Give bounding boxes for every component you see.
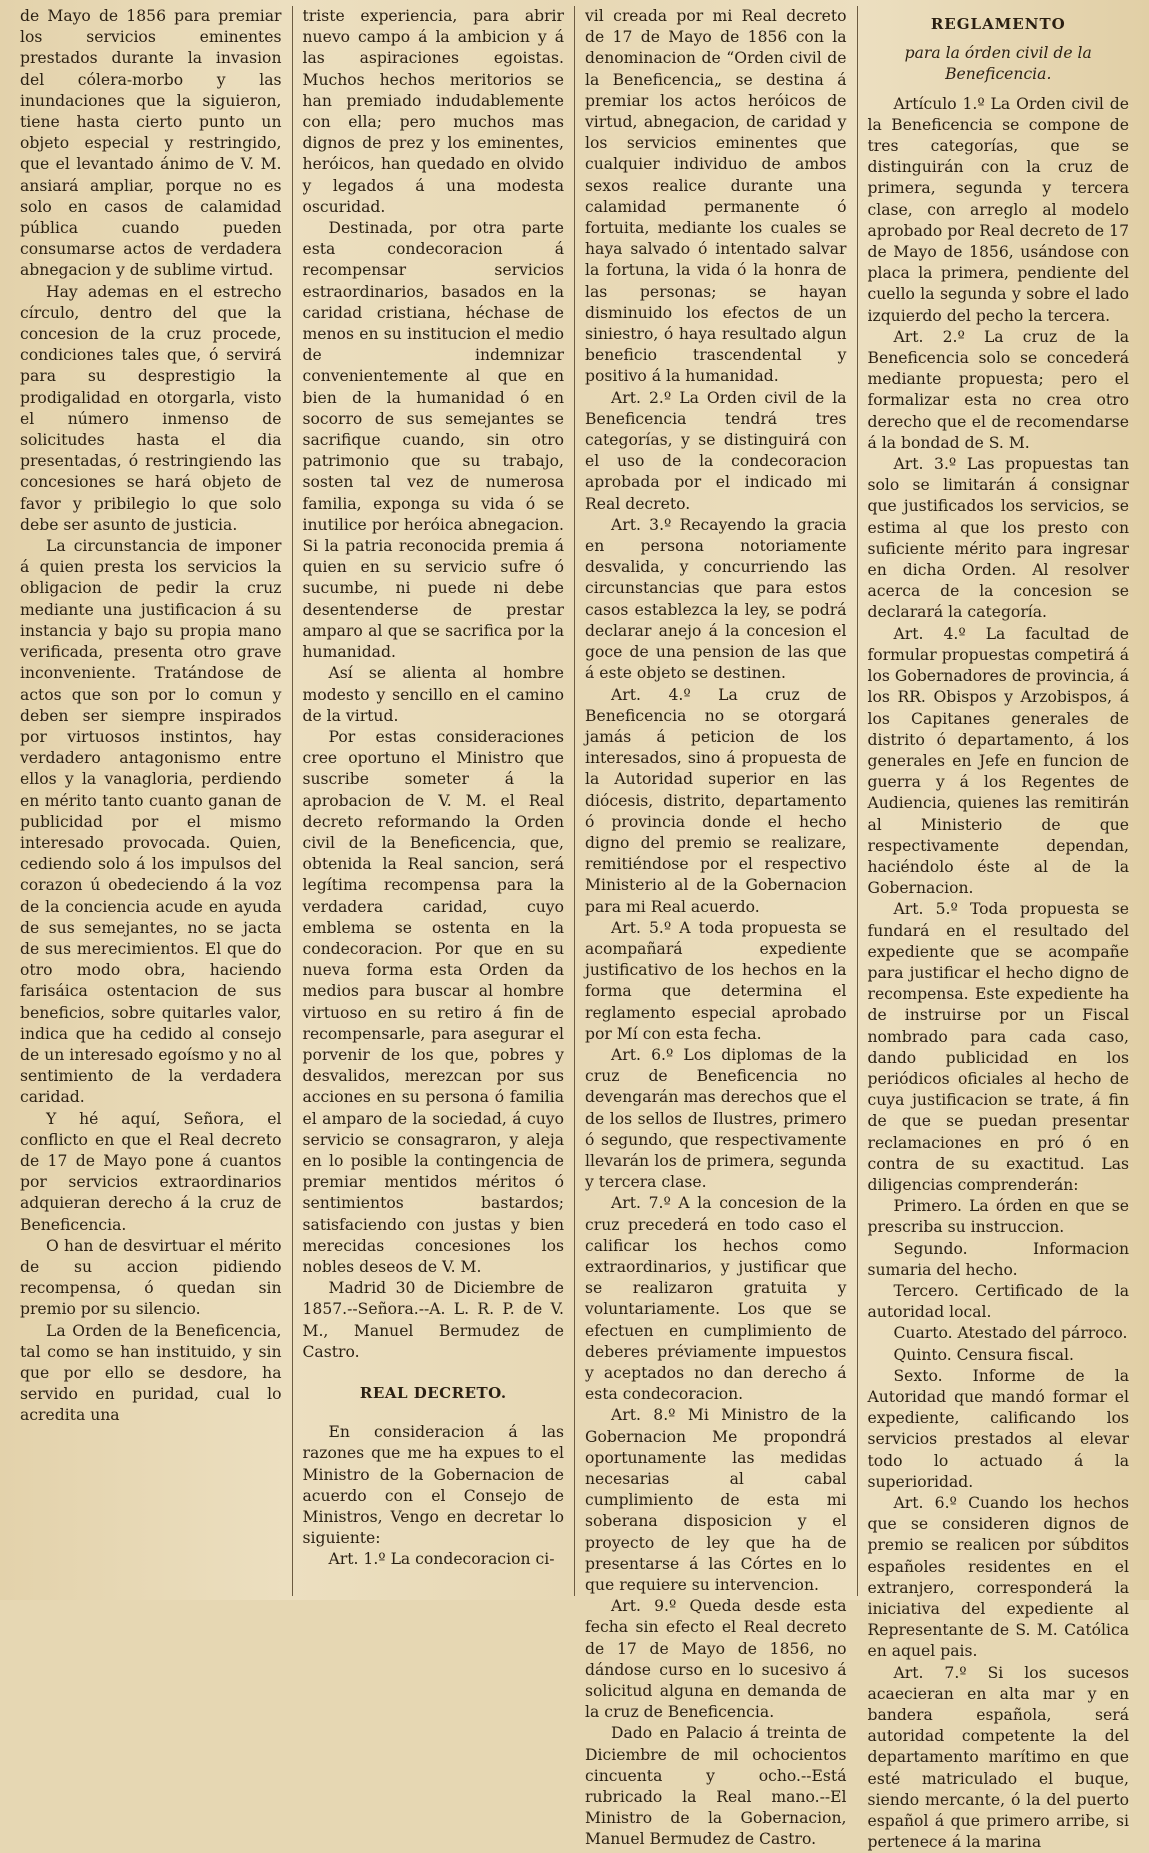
paragraph: Quinto. Censura fiscal.: [893, 1345, 1074, 1364]
paragraph: Art. 4.º La facultad de formular propuestas competirá á los Gobernadores de provincia, á los RR. Obispos y Arzobispos, á los Capitanes generales de distrito ó departamento, á los generales en Jefe en funcion de guerra y á los Regentes de Audiencia, quienes las remitirán al Ministerio de que respectivamente dependan, haciéndolo éste al de la Gobernacion.: [867, 624, 1129, 898]
paragraph: Artículo 1.º La Orden civil de la Beneficencia se compone de tres categorías, que se distinguirán con la cruz de primera, segunda y tercera clase, con arreglo al modelo aprobado por Real decreto de 17 de Mayo de 1856, usándose con placa la primera, pendiente del cuello la segunda y sobre el lado izquierdo del pecho la tercera.: [867, 94, 1129, 325]
paragraph: Art. 2.º La Orden civil de la Beneficencia tendrá tres categorías, y se distinguirá con el uso de la condecoracion aprobada por el indicado mi Real decreto.: [585, 388, 847, 513]
paragraph: de Mayo de 1856 para premiar los servicios eminentes prestados durante la invasion del cólera-morbo y las inundaciones que la siguieron, tiene hasta cierto punto un objeto especial y restringido, que el levantado ánimo de V. M. ansiará ampliar, porque no es solo en casos de calamidad pública cuando pueden consumarse actos de verdadera abnegacion y de sublime virtud.: [20, 7, 282, 280]
paragraph: Destinada, por otra parte esta condecoracion á recompensar servicios estraordinarios, basados en la caridad cristiana, héchase de menos en su institucion el medio de indemnizar convenientemente al que en bien de la humanidad ó en socorro de sus semejantes se sacrifique cuando, sin otro patrimonio que su trabajo, sosten tal vez de numerosa familia, exponga su vida ó se inutilice por heróica abnegacion. Si la patria reconocida premia á quien en su servicio sufre ó sucumbe, ni puede ni debe desentenderse de prestar amparo al que se sacrifica por la humanidad.: [302, 219, 564, 662]
real-decreto-heading: REAL DECRETO.: [359, 1384, 507, 1402]
paragraph: Art. 6.º Los diplomas de la cruz de Beneficencia no devengarán mas derechos que el de los sellos de Ilustres, primero ó segundo, que respectivamente llevarán los de primera, segunda y tercera clase.: [585, 1045, 847, 1192]
column-2-decree: [303, 1422, 565, 1570]
paragraph: Art. 1.º La condecoracion ci-: [328, 1550, 555, 1569]
column-3: [574, 6, 857, 1849]
paragraph: O han de desvirtuar el mérito de su accion pidiendo recompensa, ó quedan sin premio por su silencio.: [20, 1236, 282, 1319]
paragraph: Y hé aquí, Señora, el conflicto en que el Real decreto de 17 de Mayo pone á cuantos por servicios extraordinarios adquieran derecho á la cruz de Beneficencia.: [20, 1109, 282, 1234]
paragraph: Art. 9.º Queda desde esta fecha sin efecto el Real decreto de 17 de Mayo de 1856, no dándose curso en lo sucesivo á solicitud alguna en demanda de la cruz de Beneficencia.: [585, 1597, 847, 1722]
column-2: [292, 6, 575, 1596]
paragraph: Art. 6.º Cuando los hechos que se consideren dignos de premio se realicen por súbditos españoles residentes en el extranjero, corresponderá la iniciativa del expediente al Representante de S. M. Católica en aquel pais.: [867, 1494, 1129, 1661]
paragraph: Sexto. Informe de la Autoridad que mandó formar el expediente, calificando los servicios prestados al elevar todo lo actuado á la superioridad.: [867, 1366, 1129, 1491]
reglamento-subheading: para la órden civil de la Beneficencia.: [904, 44, 1092, 84]
paragraph: Primero. La órden en que se prescriba su instruccion.: [867, 1197, 1129, 1237]
reglamento-heading: REGLAMENTO: [930, 15, 1066, 33]
column-2-exposition: [303, 6, 565, 1363]
paragraph: triste experiencia, para abrir nuevo campo á la ambicion y á las aspiraciones egoistas. Muchos hechos meritorios se han premiado indudablemente con ella; pero muchos mas dignos de prez y los eminentes, heróicos, han quedado en olvido y legados á una modesta oscuridad.: [302, 7, 564, 216]
paragraph: Hay ademas en el estrecho círculo, dentro del que la concesion de la cruz procede, condiciones tales que, ó servirá para su desprestigio la prodigalidad en otorgarla, visto el número inmenso de solicitudes hasta el dia presentadas, ó restringiendo las concesiones se hará objeto de favor y pribilegio lo que solo debe ser asunto de justicia.: [20, 282, 282, 534]
paragraph: Art. 4.º La cruz de Beneficencia no se otorgará jamás á peticion de los interesados, sino á propuesta de la Autoridad superior en las diócesis, distrito, departamento ó provincia donde el hecho digno del premio se realizare, remitiéndose por el respectivo Ministerio al de la Gobernacion para mi Real acuerdo.: [585, 685, 847, 916]
columns: [10, 6, 1139, 1852]
paragraph: En consideracion á las razones que me ha expues to el Ministro de la Gobernacion de acuerdo con el Consejo de Ministros, Vengo en decretar lo siguiente:: [302, 1423, 564, 1548]
paragraph: Por estas consideraciones cree oportuno el Ministro que suscribe someter á la aprobacion de V. M. el Real decreto reformando la Orden civil de la Beneficencia, que, obtenida la Real sancion, será legítima recompensa para la verdadera caridad, cuyo emblema se ostenta en la condecoracion. Por que en su nueva forma esta Orden da medios para buscar al hombre virtuoso en su retiro á fin de recompensarle, para asegurar el porvenir de los que, pobres y desvalidos, merezcan por sus acciones en su persona ó familia el amparo de la sociedad, á cuyo servicio se consagraron, y aleja en lo posible la contingencia de premiar mentidos méritos ó sentimientos bastardos; satisfaciendo con justas y bien merecidas concesiones los nobles deseos de V. M.: [302, 727, 564, 1276]
paragraph: Así se alienta al hombre modesto y sencillo en el camino de la virtud.: [302, 664, 564, 725]
paragraph: Art. 7.º Si los sucesos acaecieran en alta mar y en bandera española, será autoridad competente la del departamento marítimo en que esté matriculado el buque, siendo mercante, ó la del puerto español á que primero arribe, si pertenece á la marina: [867, 1663, 1129, 1852]
paragraph: Art. 2.º La cruz de la Beneficencia solo se concederá mediante propuesta; pero el formalizar esta no crea otro derecho que el de recomendarse á la bondad de S. M.: [867, 327, 1129, 452]
paragraph: Art. 3.º Las propuestas tan solo se limitarán á consignar que justificados los servicios, se estima al que los presto con suficiente mérito para ingresar en dicha Orden. Al resolver acerca de la concesion se declarará la categoría.: [867, 455, 1129, 622]
paragraph: Dado en Palacio á treinta de Diciembre de mil ochocientos cincuenta y ocho.--Está rubricado la Real mano.--El Ministro de la Gobernacion, Manuel Bermudez de Castro.: [585, 1724, 847, 1849]
paragraph: Art. 3.º Recayendo la gracia en persona notoriamente desvalida, y concurriendo las circunstancias que para estos casos establezca la ley, se podrá declarar anejo á la concesion el goce de una pension de las que á este objeto se destinen.: [585, 515, 847, 683]
paragraph: Art. 5.º A toda propuesta se acompañará expediente justificativo de los hechos en la forma que determina el reglamento especial aprobado por Mí con esta fecha.: [585, 918, 847, 1043]
paragraph: Segundo. Informacion sumaria del hecho.: [867, 1239, 1129, 1279]
column-4: [857, 6, 1140, 1852]
paragraph: Art. 7.º A la concesion de la cruz precederá en todo caso el calificar los hechos como extraordinarios, y justificar que se realizaron gratuita y voluntariamente. Los que se efectuen en cumplimiento de deberes préviamente impuestos y aceptados no dan derecho á esta condecoracion.: [585, 1194, 847, 1404]
paragraph: La Orden de la Beneficencia, tal como se han instituido, y sin que por ello se desdore, ha servido en puridad, cual lo acredita una: [20, 1321, 282, 1425]
paragraph: La circunstancia de imponer á quien presta los servicios la obligacion de pedir la cruz mediante una justificacion á su instancia y bajo su propia mano verificada, presenta otro grave inconveniente. Tratándose de actos que son por lo comun y deben ser siempre inspirados por virtuosos instintos, hay verdadero antagonismo entre ellos y la vanagloria, perdiendo en mérito tanto cuanto ganan de publicidad por el mismo interesado provocada. Quien, cediendo solo á los impulsos del corazon ú obedeciendo á la voz de la conciencia acude en ayuda de sus semejantes, no se jacta de sus merecimientos. El que do otro modo obra, haciendo farisáica ostentacion de sus beneficios, sobre quitarles valor, indica que ha cedido al consejo de un interesado egoísmo y no al sentimiento de la verdadera caridad.: [20, 537, 282, 1107]
paragraph: Art. 5.º Toda propuesta se fundará en el resultado del expediente que se acompañe para justificar el hecho digno de recompensa. Este expediente ha de instruirse por un Fiscal nombrado para cada caso, dando publicidad en los periódicos oficiales al hecho de cuya justificacion se trate, á fin de que se puedan presentar reclamaciones en pró ó en contra de su exactitud. Las diligencias comprenderán:: [867, 900, 1129, 1194]
column-1: [10, 6, 292, 1596]
column-4-body: [868, 94, 1130, 1853]
paragraph: Art. 8.º Mi Ministro de la Gobernacion Me propondrá oportunamente las medidas necesarias al cabal cumplimiento de esta mi soberana disposicion y el proyecto de ley que ha de presentarse á las Córtes en lo que requiere su intervencion.: [585, 1406, 847, 1595]
paragraph: Tercero. Certificado de la autoridad local.: [867, 1281, 1129, 1322]
paragraph: Cuarto. Atestado del párroco.: [893, 1324, 1128, 1343]
paragraph: vil creada por mi Real decreto de 17 de Mayo de 1856 con la denominacion de “Orden civil de la Beneficencia„ se destina á premiar los actos heróicos de virtud, abnegacion, de caridad y los servicios eminentes que cualquier individuo de ambos sexos realice durante una calamidad permanente ó fortuita, mediante los cuales se haya salvado ó intentado salvar la fortuna, la vida ó la honra de las personas; se hayan disminuido los efectos de un siniestro, ó haya resultado algun beneficio trascendental y positivo á la humanidad.: [585, 7, 847, 386]
paragraph: Madrid 30 de Diciembre de 1857.--Señora.--A. L. R. P. de V. M., Manuel Bermudez de Castro.: [302, 1279, 564, 1361]
